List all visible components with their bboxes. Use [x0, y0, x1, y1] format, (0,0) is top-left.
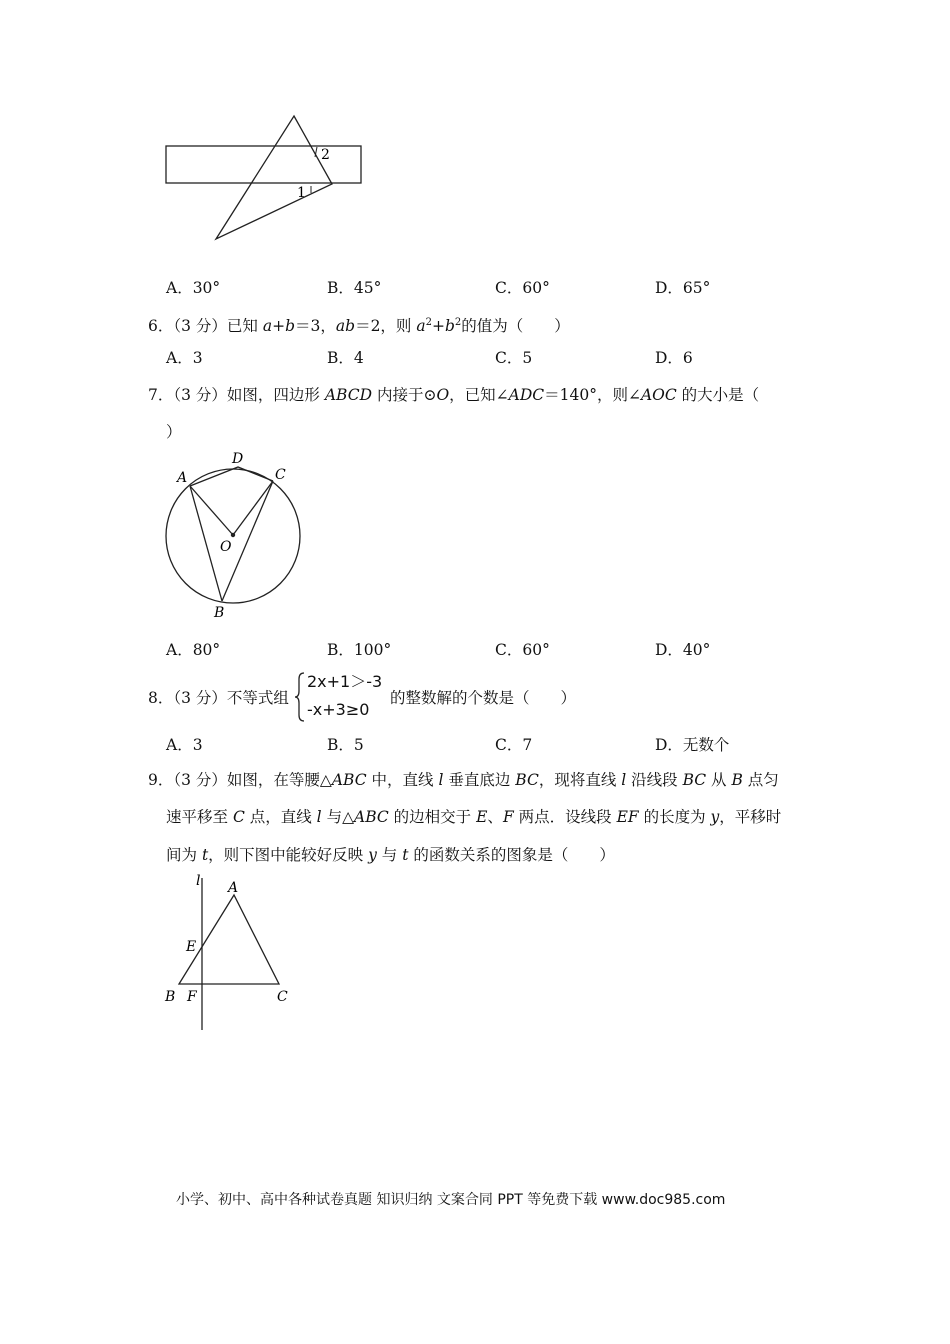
q7-abcd: ABCD	[324, 386, 373, 404]
q7-text: 的大小是（	[676, 386, 760, 404]
q5-angle-2-label: 2	[321, 147, 330, 163]
q6-score: （3 分）	[173, 317, 227, 336]
page-footer: 小学、初中、高中各种试卷真题 知识归纳 文案合同 PPT 等免费下载 www.doc985.com	[176, 1192, 726, 1208]
q8-stem-tail: 的整数解的个数是（ ）	[390, 689, 577, 707]
q9-text: 速平移至	[166, 808, 233, 826]
q6-exp: 2	[454, 317, 462, 328]
q9-text: 的长度为	[638, 808, 711, 826]
q9-number: 9．	[148, 771, 174, 789]
q6-option-b: B．4	[327, 349, 364, 367]
q6-var-a: a	[416, 317, 426, 336]
q5-option-d: D．65°	[655, 279, 711, 297]
q6-number: 6．	[148, 317, 174, 336]
q7-option-b: B．100°	[327, 641, 392, 659]
q7-text: 内接于⊙	[372, 386, 437, 404]
q5-option-c: C．60°	[495, 279, 550, 297]
q9-stem-line3	[166, 845, 615, 865]
q9-l: l	[438, 771, 444, 789]
q7-option-c: C．60°	[495, 641, 550, 659]
q7-label-a: A	[177, 470, 188, 486]
q9-text: 两点．设线段	[513, 808, 617, 826]
q9-text: 间为	[166, 846, 202, 864]
q9-text: 中，直线	[366, 771, 439, 789]
q9-text: 点匀	[742, 771, 779, 789]
q9-text: 沿线段	[626, 771, 683, 789]
q8-brace	[294, 671, 306, 723]
q9-text: 与	[376, 846, 403, 864]
q8-option-c: C．7	[495, 736, 533, 754]
q8-option-d: D．无数个	[655, 736, 730, 754]
q9-figure	[160, 870, 300, 1035]
q6-expr-sum: a+b	[262, 317, 296, 336]
q7-text: 如图，四边形	[226, 386, 325, 404]
q9-c: C	[232, 808, 245, 826]
q7-label-d: D	[232, 451, 244, 467]
q6-expr-product: ab	[335, 317, 356, 336]
q6-option-c: C．5	[495, 349, 533, 367]
q9-label-l: l	[196, 873, 201, 889]
q8-number-score	[148, 688, 289, 708]
q8-ineq-row1: 2x+1＞-3	[307, 672, 383, 691]
q7-option-a: A．80°	[166, 641, 221, 659]
q9-label-a: A	[228, 880, 239, 896]
q6-exp: 2	[425, 317, 432, 328]
q9-text: 垂直底边	[443, 771, 516, 789]
q9-label-f: F	[187, 989, 197, 1005]
q7-aoc: AOC	[640, 386, 677, 404]
q6-plus: +	[431, 317, 445, 336]
q5-angle-1-label: 1	[297, 185, 306, 201]
q9-bc: BC	[682, 771, 707, 789]
q7-o: O	[436, 386, 450, 404]
q5-option-b: B．45°	[327, 279, 382, 297]
q9-stem-line1	[148, 770, 779, 790]
q7-label-b: B	[214, 605, 225, 621]
q6-var-b: b	[444, 317, 455, 336]
q6-text: ＝3，	[295, 317, 336, 336]
q7-stem-close: ）	[166, 423, 182, 441]
q9-y: y	[368, 846, 377, 864]
q9-e: E	[476, 808, 488, 826]
q9-stem-line2	[166, 807, 781, 827]
q9-text: ，则下图中能较好反映	[208, 846, 369, 864]
q9-text: 如图，在等腰△	[226, 771, 332, 789]
q9-score: （3 分）	[173, 771, 227, 789]
q9-l: l	[621, 771, 627, 789]
q7-score: （3 分）	[173, 386, 227, 404]
q9-text: ，现将直线	[538, 771, 622, 789]
q7-number: 7．	[148, 386, 174, 404]
q9-abc: ABC	[331, 771, 367, 789]
q9-y: y	[710, 808, 720, 826]
q9-label-e: E	[186, 939, 197, 955]
q9-ef: EF	[616, 808, 639, 826]
q8-option-a: A．3	[166, 736, 203, 754]
q9-text: 、	[487, 808, 503, 826]
q6-text: 的值为（ ）	[461, 317, 570, 336]
q7-figure	[160, 448, 310, 623]
q9-t: t	[402, 846, 409, 864]
q7-label-o: O	[220, 539, 232, 555]
q7-center-dot	[231, 533, 235, 537]
q8-text: 不等式组	[226, 689, 289, 707]
q9-text: 的函数关系的图象是（ ）	[408, 846, 615, 864]
q9-text: 从	[706, 771, 732, 789]
q7-stem	[148, 385, 759, 405]
q9-b: B	[731, 771, 743, 789]
q7-option-d: D．40°	[655, 641, 711, 659]
q7-text: ＝140°，则∠	[544, 386, 641, 404]
q9-text: 点，直线	[244, 808, 317, 826]
q9-t: t	[201, 846, 209, 864]
q8-score: （3 分）	[173, 689, 227, 707]
q8-number: 8．	[148, 689, 174, 707]
q7-text: ，已知∠	[449, 386, 509, 404]
q9-abc: ABC	[354, 808, 389, 826]
q9-label-b: B	[165, 989, 176, 1005]
q5-triangle	[216, 116, 332, 239]
q5-option-a: A．30°	[166, 279, 221, 297]
q9-label-c: C	[277, 989, 288, 1005]
q6-option-a: A．3	[166, 349, 203, 367]
q5-figure	[160, 110, 370, 245]
q8-option-b: B．5	[327, 736, 364, 754]
q6-stem	[148, 313, 570, 336]
q7-label-c: C	[275, 467, 286, 483]
q6-option-d: D．6	[655, 349, 693, 367]
q6-text: 已知	[226, 317, 263, 336]
q9-text: 的边相交于	[388, 808, 477, 826]
q9-f: F	[502, 808, 514, 826]
q6-text: ＝2，则	[355, 317, 417, 336]
q9-text: 与△	[321, 808, 354, 826]
q8-ineq-row2: -x+3≥0	[307, 700, 370, 719]
q9-bc: BC	[515, 771, 539, 789]
q9-text: ，平移时	[719, 808, 782, 826]
q9-l: l	[316, 808, 322, 826]
q7-adc: ADC	[508, 386, 545, 404]
